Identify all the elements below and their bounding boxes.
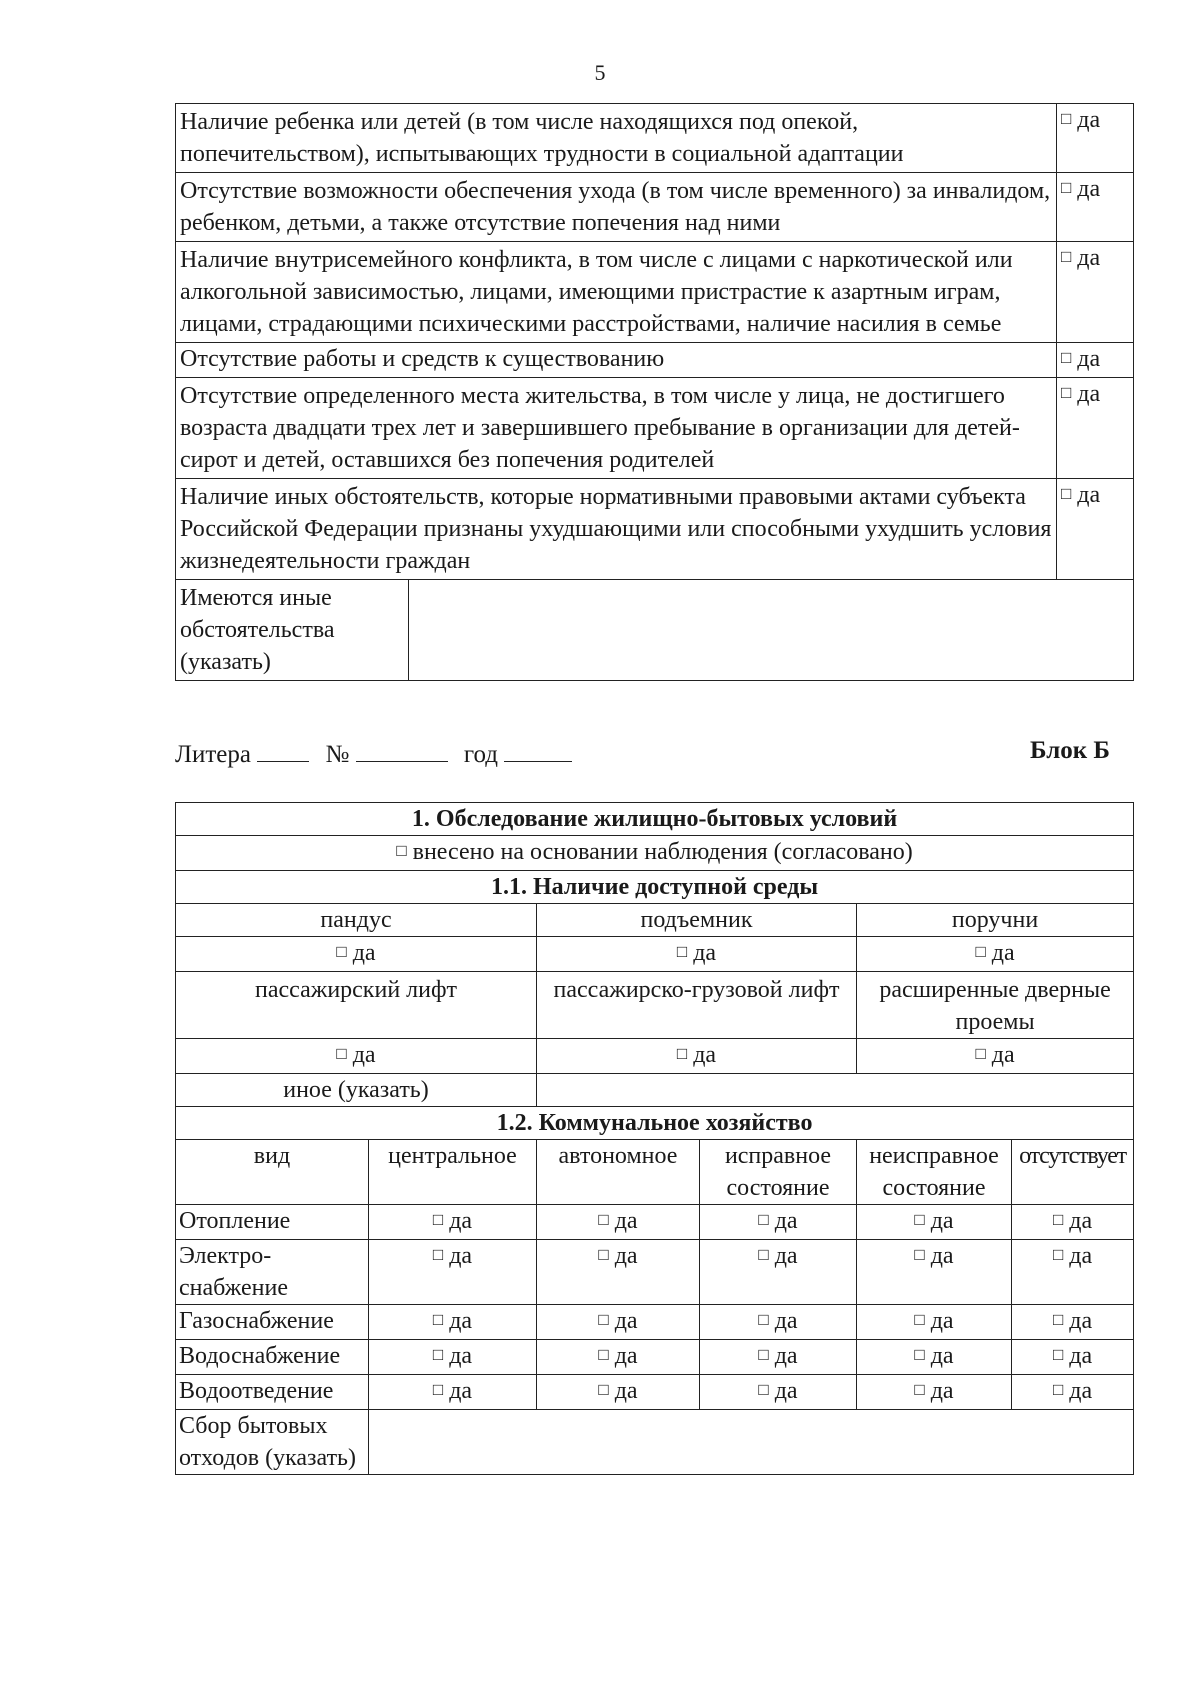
utility-checkbox[interactable]: □ да xyxy=(857,1375,1012,1410)
utility-label: Водоотведение xyxy=(176,1375,369,1410)
utility-checkbox[interactable]: □ да xyxy=(1012,1305,1134,1340)
env-checkbox-passenger-elevator[interactable]: □ да xyxy=(176,1039,537,1074)
condition-checkbox[interactable]: □ да xyxy=(1057,104,1134,173)
other-circumstances-field[interactable] xyxy=(409,580,1134,681)
utility-checkbox[interactable]: □ да xyxy=(537,1205,700,1240)
utility-checkbox[interactable]: □ да xyxy=(369,1305,537,1340)
utility-row xyxy=(176,1205,1134,1240)
utility-checkbox[interactable]: □ да xyxy=(1012,1240,1134,1305)
env-other-field[interactable] xyxy=(537,1074,1134,1107)
env-label-passenger-elevator: пассажирский лифт xyxy=(176,972,537,1039)
utility-label: Отопление xyxy=(176,1205,369,1240)
utility-row xyxy=(176,1240,1134,1305)
utility-checkbox[interactable]: □ да xyxy=(700,1375,857,1410)
litera-label: Литера xyxy=(175,741,251,768)
accessible-env-title: 1.1. Наличие доступной среды xyxy=(176,871,1134,904)
condition-row xyxy=(176,173,1134,242)
condition-text: Наличие ребенка или детей (в том числе находящихся под опекой, попечительством), испытывающих трудности в социальной адаптации xyxy=(176,104,1057,173)
waste-label: Сбор бытовых отходов (указать) xyxy=(176,1410,369,1475)
condition-checkbox[interactable]: □ да xyxy=(1057,378,1134,479)
utility-label: Электро-снабжение xyxy=(176,1240,369,1305)
utility-label: Газоснабжение xyxy=(176,1305,369,1340)
utilities-title: 1.2. Коммунальное хозяйство xyxy=(176,1107,1134,1140)
utilities-header-autonomous: автономное xyxy=(537,1140,700,1205)
condition-row xyxy=(176,378,1134,479)
utility-checkbox[interactable]: □ да xyxy=(1012,1375,1134,1410)
env-label-ramp: пандус xyxy=(176,904,537,937)
waste-field[interactable] xyxy=(369,1410,1134,1475)
env-label-handrails: поручни xyxy=(857,904,1134,937)
litera-line xyxy=(175,737,572,769)
block-label: Блок Б xyxy=(1030,737,1110,764)
utility-checkbox[interactable]: □ да xyxy=(857,1340,1012,1375)
utility-checkbox[interactable]: □ да xyxy=(857,1240,1012,1305)
env-checkbox-freight-elevator[interactable]: □ да xyxy=(537,1039,857,1074)
condition-checkbox[interactable]: □ да xyxy=(1057,242,1134,343)
condition-row xyxy=(176,479,1134,580)
utility-checkbox[interactable]: □ да xyxy=(369,1205,537,1240)
utility-label: Водоснабжение xyxy=(176,1340,369,1375)
year-label: год xyxy=(463,741,498,768)
utilities-header-absent: отсутствует xyxy=(1012,1140,1134,1205)
other-circumstances-row xyxy=(176,580,1134,681)
env-label-freight-elevator: пассажирско-грузовой лифт xyxy=(537,972,857,1039)
condition-checkbox[interactable]: □ да xyxy=(1057,343,1134,378)
utility-checkbox[interactable]: □ да xyxy=(537,1305,700,1340)
utility-checkbox[interactable]: □ да xyxy=(369,1375,537,1410)
env-checkbox-ramp[interactable]: □ да xyxy=(176,937,537,972)
env-other-label: иное (указать) xyxy=(176,1074,537,1107)
year-field[interactable] xyxy=(504,737,572,762)
utilities-header-central: центральное xyxy=(369,1140,537,1205)
utility-checkbox[interactable]: □ да xyxy=(857,1305,1012,1340)
condition-row xyxy=(176,343,1134,378)
condition-row xyxy=(176,104,1134,173)
utility-checkbox[interactable]: □ да xyxy=(537,1340,700,1375)
utility-checkbox[interactable]: □ да xyxy=(857,1205,1012,1240)
env-checkbox-handrails[interactable]: □ да xyxy=(857,937,1134,972)
page-number: 5 xyxy=(594,60,606,85)
conditions-table xyxy=(175,103,1134,681)
condition-text: Отсутствие возможности обеспечения ухода (в том числе временного) за инвалидом, ребенком, детьми, а также отсутствие попечения над ними xyxy=(176,173,1057,242)
env-label-lift: подъемник xyxy=(537,904,857,937)
litera-field[interactable] xyxy=(257,737,309,762)
survey-title: 1. Обследование жилищно-бытовых условий xyxy=(176,803,1134,836)
housing-survey-table xyxy=(175,802,1134,1475)
env-checkbox-lift[interactable]: □ да xyxy=(537,937,857,972)
utility-checkbox[interactable]: □ да xyxy=(537,1375,700,1410)
condition-text: Наличие иных обстоятельств, которые нормативными правовыми актами субъекта Российской Федерации признаны ухудшающими или способными ухудшить условия жизнедеятельности граждан xyxy=(176,479,1057,580)
utilities-header-broken: неисправное состояние xyxy=(857,1140,1012,1205)
condition-text: Отсутствие определенного места жительства, в том числе у лица, не достигшего возраста двадцати трех лет и завершившего пребывание в организации для детей-сирот и детей, оставшихся без попечения родителей xyxy=(176,378,1057,479)
env-label-wide-doors: расширенные дверные проемы xyxy=(857,972,1134,1039)
condition-checkbox[interactable]: □ да xyxy=(1057,173,1134,242)
utility-checkbox[interactable]: □ да xyxy=(700,1340,857,1375)
utility-checkbox[interactable]: □ да xyxy=(700,1240,857,1305)
utility-checkbox[interactable]: □ да xyxy=(537,1240,700,1305)
condition-checkbox[interactable]: □ да xyxy=(1057,479,1134,580)
utility-checkbox[interactable]: □ да xyxy=(1012,1205,1134,1240)
utilities-header-working: исправное состояние xyxy=(700,1140,857,1205)
observation-checkbox[interactable]: □ внесено на основании наблюдения (согласовано) xyxy=(176,836,1134,871)
utility-row xyxy=(176,1305,1134,1340)
condition-row xyxy=(176,242,1134,343)
env-checkbox-wide-doors[interactable]: □ да xyxy=(857,1039,1134,1074)
utility-checkbox[interactable]: □ да xyxy=(700,1205,857,1240)
condition-text: Отсутствие работы и средств к существованию xyxy=(176,343,1057,378)
condition-text: Наличие внутрисемейного конфликта, в том числе с лицами с наркотической или алкогольной зависимостью, лицами, имеющими пристрастие к азартным играм, лицами, страдающими психическими расстройствами, наличие насилия в семье xyxy=(176,242,1057,343)
utility-row xyxy=(176,1340,1134,1375)
utility-row xyxy=(176,1375,1134,1410)
number-field[interactable] xyxy=(356,737,448,762)
utility-checkbox[interactable]: □ да xyxy=(369,1240,537,1305)
utility-checkbox[interactable]: □ да xyxy=(700,1305,857,1340)
utility-checkbox[interactable]: □ да xyxy=(1012,1340,1134,1375)
utilities-header-type: вид xyxy=(176,1140,369,1205)
utility-checkbox[interactable]: □ да xyxy=(369,1340,537,1375)
number-label: № xyxy=(325,741,350,768)
other-circumstances-label: Имеются иные обстоятельства (указать) xyxy=(176,580,409,681)
